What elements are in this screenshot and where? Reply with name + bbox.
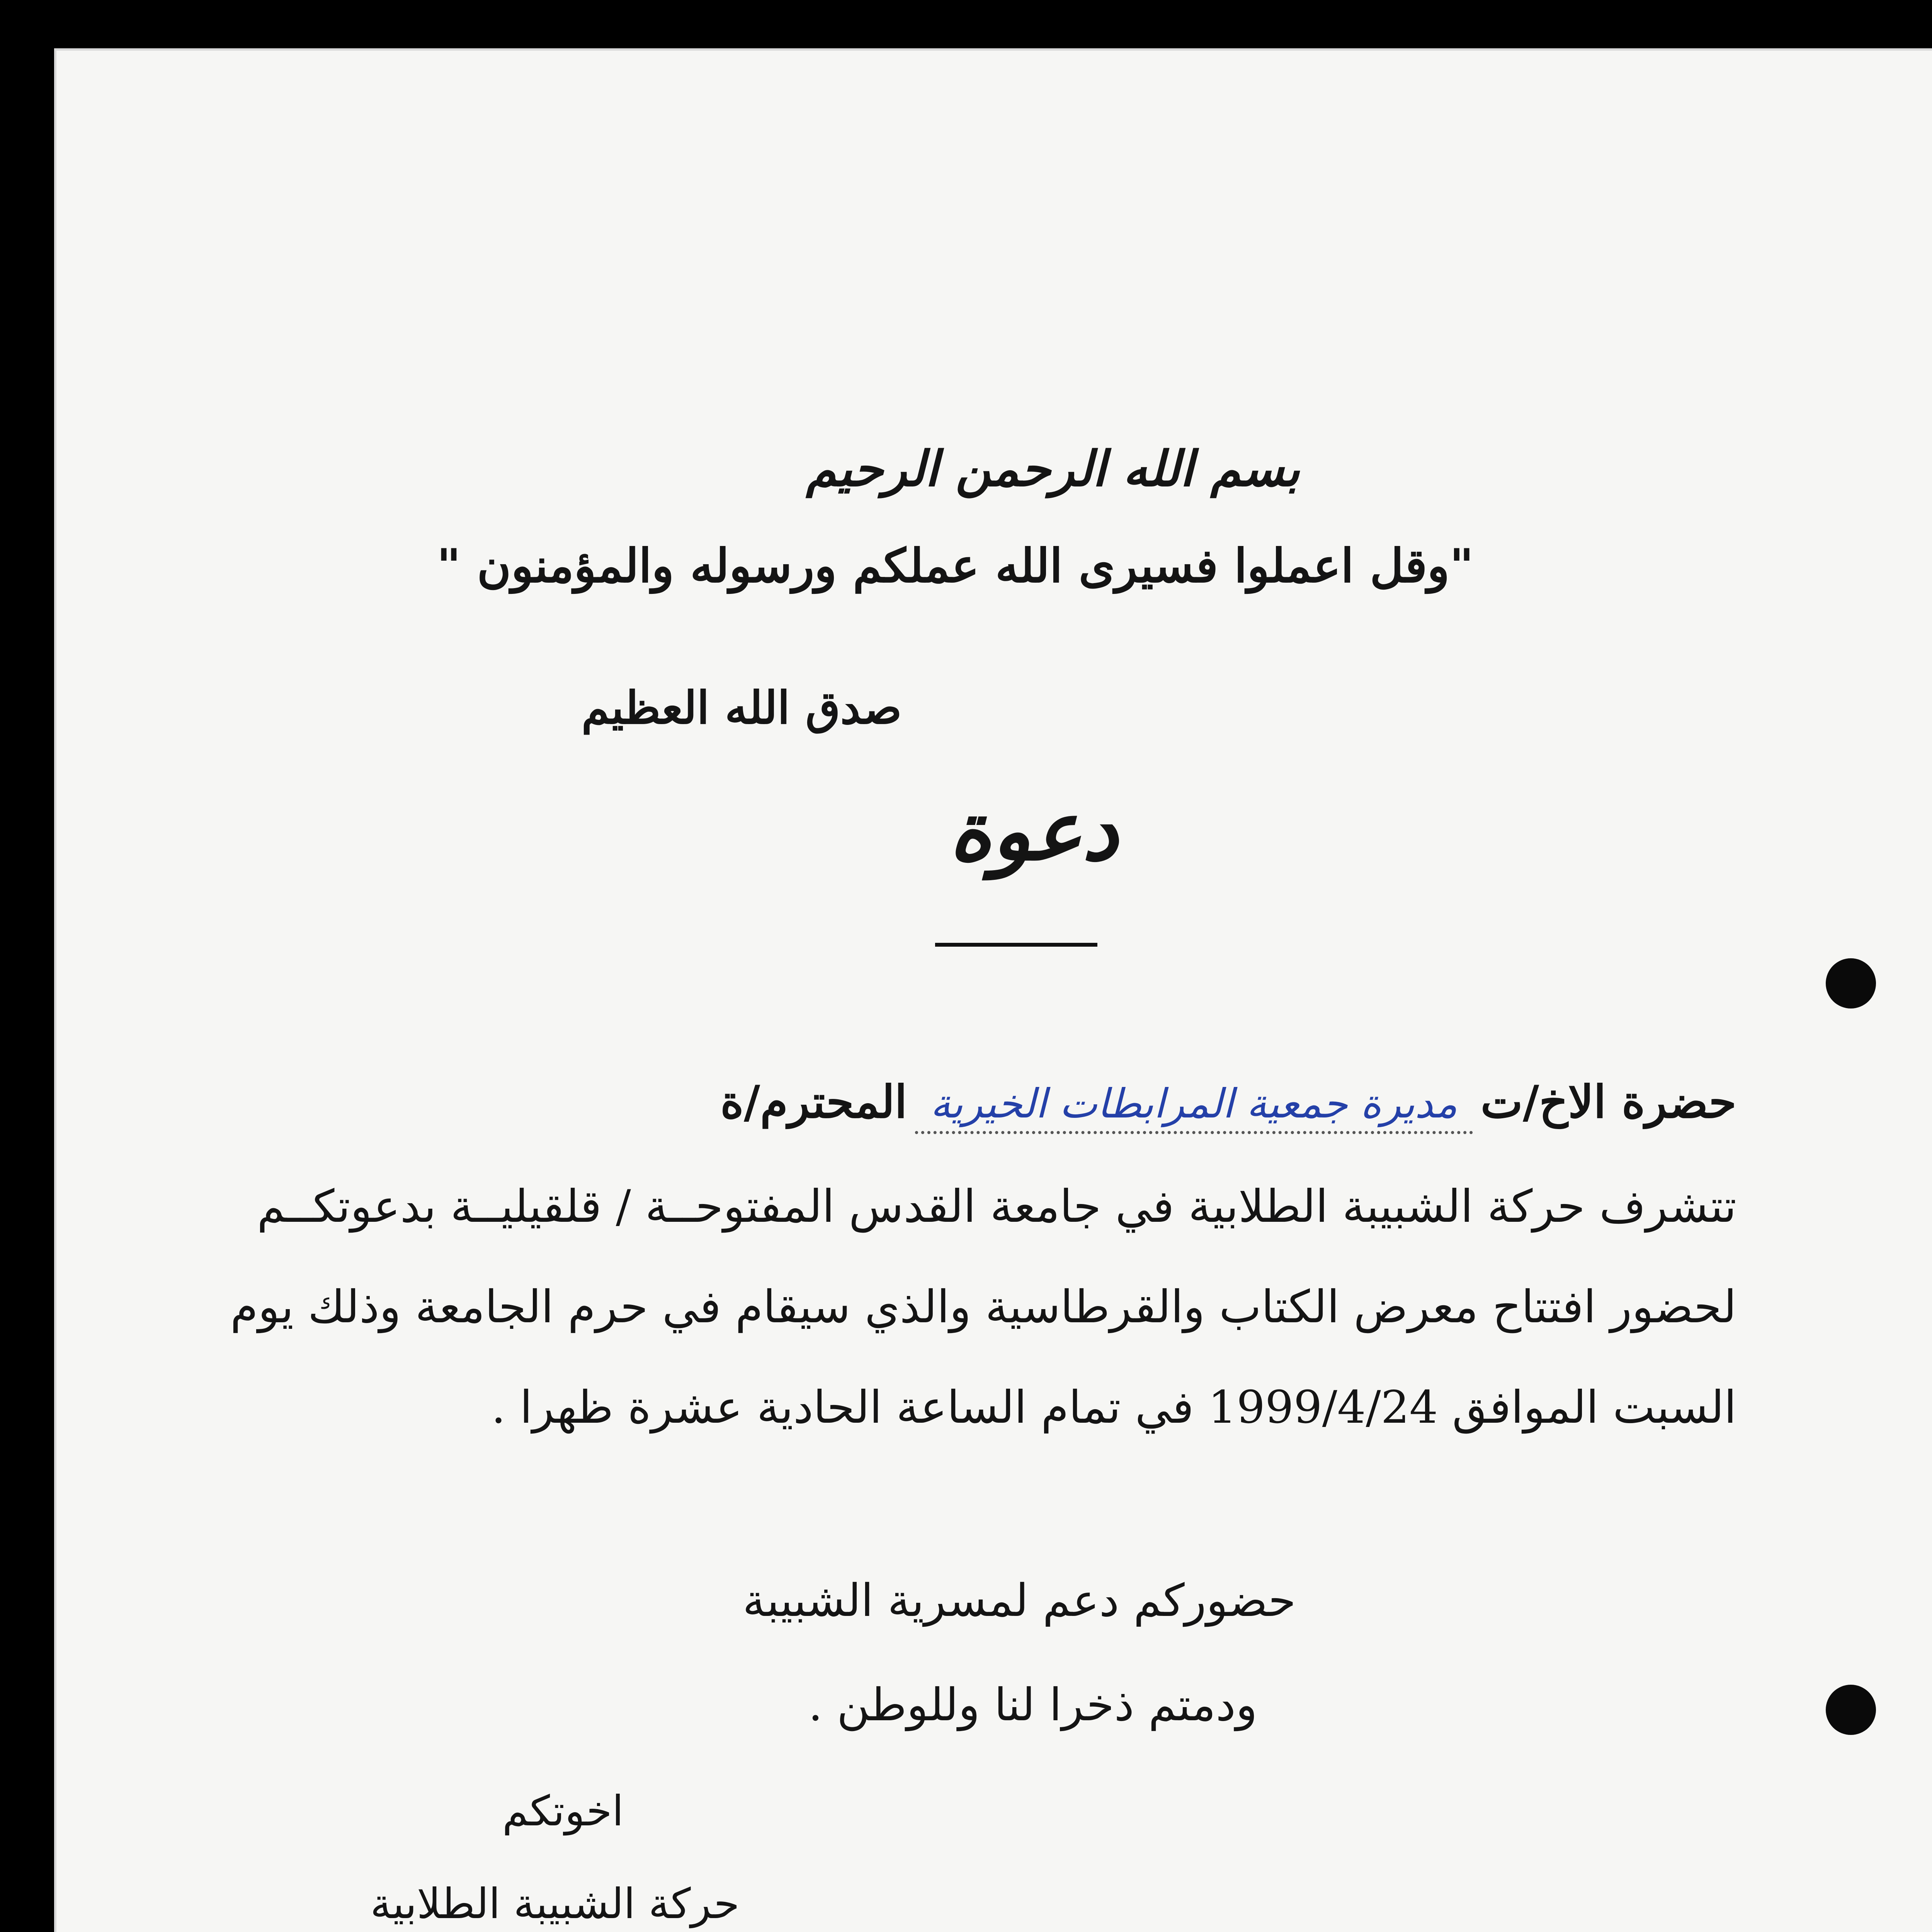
salutation-line bbox=[720, 1074, 1736, 1134]
punch-hole-top bbox=[1826, 958, 1876, 1009]
body-paragraph-line: تتشرف حركة الشبيبة الطلابية في جامعة القدس المفتوحــة / قلقيليــة بدعوتكــم bbox=[257, 1180, 1736, 1233]
basmala: بسم الله الرحمن الرحيم bbox=[806, 440, 1300, 497]
verse-closing: صدق الله العظيم bbox=[581, 682, 902, 734]
body-paragraph-line: السبت الموافق 1999/4/24 في تمام الساعة الحادية عشرة ظهرا . bbox=[491, 1381, 1736, 1434]
document-page bbox=[54, 48, 1932, 1932]
quran-verse: "وقل اعملوا فسيرى الله عملكم ورسوله والمؤمنون " bbox=[437, 539, 1474, 593]
invitation-title: دعوة bbox=[949, 783, 1118, 879]
handwritten-recipient: مديرة جمعية المرابطات الخيرية bbox=[915, 1078, 1473, 1134]
closing-line: حضوركم دعم لمسرية الشبيبة bbox=[743, 1575, 1296, 1627]
closing-line: ودمتم ذخرا لنا وللوطن . bbox=[808, 1679, 1257, 1731]
signature-organization: حركة الشبيبة الطلابية bbox=[370, 1880, 740, 1928]
signature-greeting: اخوتكم bbox=[502, 1787, 624, 1835]
page-edge bbox=[54, 48, 1932, 1932]
title-underline bbox=[935, 943, 1097, 947]
body-paragraph-line: لحضور افتتاح معرض الكتاب والقرطاسية والذي سيقام في حرم الجامعة وذلك يوم bbox=[230, 1281, 1736, 1333]
salutation-prefix: حضرة الاخ/ت bbox=[1480, 1076, 1736, 1128]
punch-hole-bottom bbox=[1826, 1685, 1876, 1735]
salutation-suffix: المحترم/ة bbox=[720, 1076, 907, 1128]
